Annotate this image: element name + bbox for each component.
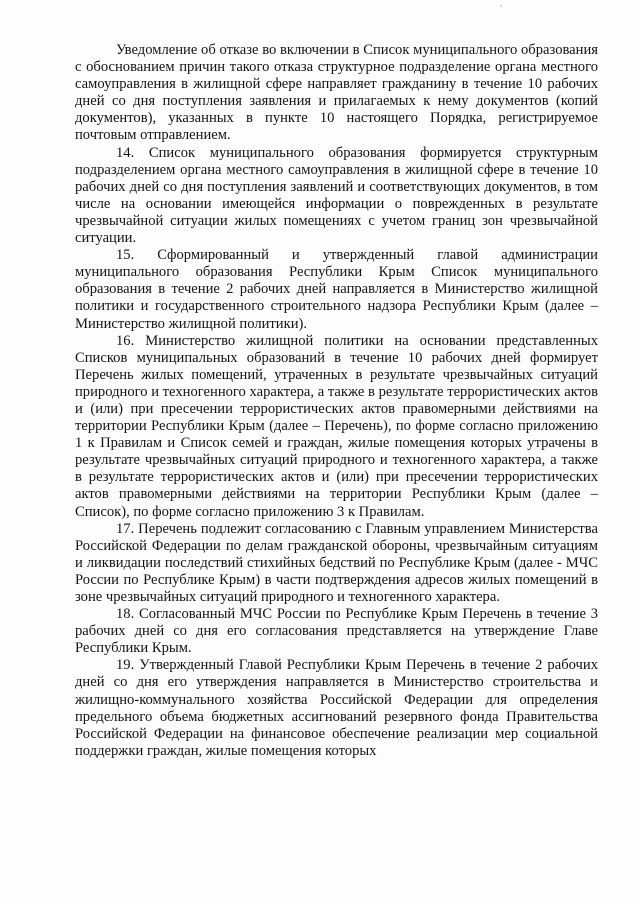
- paragraph-refusal-notice: Уведомление об отказе во включении в Список муниципального образования с обоснованием причин такого отказа структурное подразделение органа местного самоуправления в жилищной сфере направляет гражданину в течение 10 рабочих дней со дня поступления заявления и прилагаемых к нему документов (копий документов), указанных в пункте 10 настоящего Порядка, регистрируемое почтовым отправлением.: [75, 42, 598, 144]
- paragraph-16: 16. Министерство жилищной политики на основании представленных Списков муниципальных образований в течение 10 рабочих дней формирует Перечень жилых помещений, утраченных в результате чрезвычайных ситуаций природного и техногенного характера, а также в результате террористических актов и (или) при пресечении террористических актов правомерными действиями на территории Республики Крым (далее – Перечень), по форме согласно приложению 1 к Правилам и Список семей и граждан, жилые помещения которых утрачены в результате чрезвычайных ситуаций природного и техногенного характера, а также в результате террористических актов и (или) при пресечении террористических актов правомерными действиями на территории Республики Крым (далее – Список), по форме согласно приложению 3 к Правилам.: [75, 332, 598, 520]
- scan-speck: [500, 5, 502, 7]
- paragraph-19: 19. Утвержденный Главой Республики Крым Перечень в течение 2 рабочих дней со дня его утверждения направляется в Министерство строительства и жилищно-коммунального хозяйства Российской Федерации для определения предельного объема бюджетных ассигнований резервного фонда Правительства Российской Федерации на финансовое обеспечение реализации мер социальной поддержки граждан, жилые помещения которых: [75, 657, 598, 759]
- document-body: [75, 42, 598, 760]
- paragraph-15: 15. Сформированный и утвержденный главой администрации муниципального образования Республики Крым Список муниципального образования в течение 2 рабочих дней направляется в Министерство жилищной политики и государственного строительного надзора Республики Крым (далее – Министерство жилищной политики).: [75, 247, 598, 332]
- paragraph-17: 17. Перечень подлежит согласованию с Главным управлением Министерства Российской Федерации по делам гражданской обороны, чрезвычайным ситуациям и ликвидации последствий стихийных бедствий по Республике Крым (далее - МЧС России по Республике Крым) в части подтверждения адресов жилых помещений в зоне чрезвычайных ситуаций природного и техногенного характера.: [75, 520, 598, 605]
- paragraph-18: 18. Согласованный МЧС России по Республике Крым Перечень в течение 3 рабочих дней со дня его согласования представляется на утверждение Главе Республики Крым.: [75, 606, 598, 657]
- paragraph-14: 14. Список муниципального образования формируется структурным подразделением органа местного самоуправления в жилищной сфере в течение 10 рабочих дней со дня поступления заявлений и соответствующих документов, в том числе на основании имеющейся информации о поврежденных в результате чрезвычайной ситуации жилых помещениях с учетом границ зон чрезвычайной ситуации.: [75, 144, 598, 247]
